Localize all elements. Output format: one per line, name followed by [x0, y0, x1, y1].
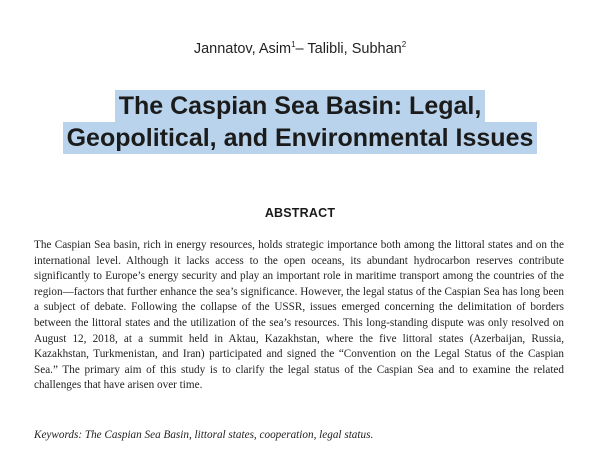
paper-title-line-2: Geopolitical, and Environmental Issues	[63, 122, 538, 154]
paper-title-line-1: The Caspian Sea Basin: Legal,	[115, 90, 486, 122]
author-1-name: Jannatov, Asim	[193, 41, 292, 57]
abstract-heading: ABSTRACT	[264, 206, 336, 220]
author-2-name: Talibli, Subhan	[307, 41, 402, 57]
keywords-line: Keywords: The Caspian Sea Basin, littoral states, cooperation, legal status.	[34, 429, 374, 441]
author-separator: –	[295, 41, 308, 57]
author-2-affiliation-marker: 2	[401, 40, 407, 49]
author-line	[0, 40, 600, 57]
author-1-affiliation-marker: 1	[291, 40, 296, 49]
abstract-body: The Caspian Sea basin, rich in energy resources, holds strategic importance both among the littoral states and on the international level. Although it lacks access to the open oceans, its abundant hydrocarbon reserves contribute significantly to Europe’s energy security and play an important role in maritime transport among the countries of the region—factors that further enhance the sea’s significance. However, the legal status of the Caspian Sea has long been a subject of debate. Following the collapse of the USSR, issues emerged concerning the delimitation of borders between the littoral states and the utilization of the sea’s resources. This long-standing dispute was only resolved on August 12, 2018, at a summit held in Aktau, Kazakhstan, where the five littoral states (Azerbaijan, Russia, Kazakhstan, Turkmenistan, and Iran) participated and signed the “Convention on the Legal Status of the Caspian Sea.” The primary aim of this study is to clarify the legal status of the Caspian Sea and to examine the related challenges that have arisen over time.	[34, 239, 564, 392]
paper-title	[0, 90, 600, 154]
